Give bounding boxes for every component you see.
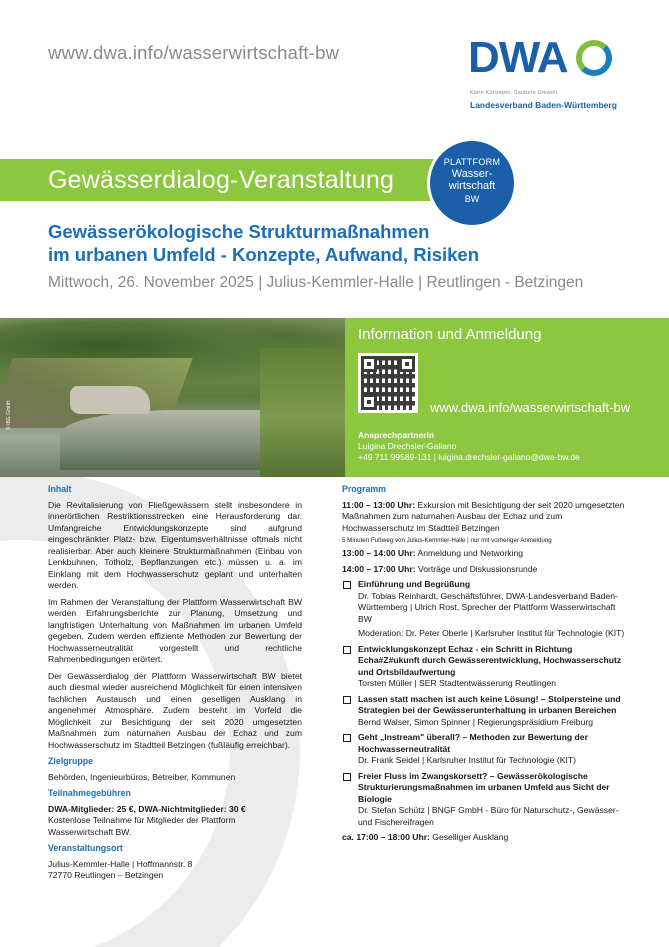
slot-text: Vorträge und Diskussionsrunde: [415, 563, 538, 574]
item-speaker: Dr. Stefan Schütz | BNGF GmbH - Büro für Naturschutz-, Gewässer- und Fischereifragen: [358, 805, 619, 827]
badge-line1: PLATTFORM: [443, 157, 501, 167]
slot-time: 11:00 – 13:00 Uhr:: [342, 499, 416, 510]
programm-item: [342, 579, 627, 640]
event-type: Gewässerdialog-Veranstaltung: [48, 166, 395, 194]
logo-ring-icon: [576, 40, 612, 76]
programm-slot: [342, 548, 627, 560]
zielgruppe-text: Behörden, Ingenieurbüros, Betreiber, Kommunen: [48, 771, 236, 782]
slot-time: ca. 17:00 – 18:00 Uhr:: [342, 832, 430, 842]
title-line2: im urbanen Umfeld - Konzepte, Aufwand, Risiken: [48, 244, 480, 265]
inhalt-paragraph: Der Gewässerdialog der Plattform Wasserwirtschaft BW bietet auch diesmal wieder ausreichend Möglichkeit für einen intensiven fachlichen Austausch und einen geselligen Ausklang in angenehmer Atmosphäre. Zudem besteht im Vorfeld die Möglichkeit zur Besichtigung der seit 2020 umgesetzten Maßnahmen zum naturnahen Ausbau der Echaz und zum Hochwasserschutz im Stadtteil Betzingen (fußläufig erreichbar).: [48, 670, 302, 750]
slot-time: 13:00 – 14:00 Uhr:: [342, 548, 416, 558]
checkbox-bullet-icon: [343, 773, 351, 781]
checkbox-bullet-icon: [343, 696, 351, 704]
qr-pattern: [361, 356, 415, 410]
checkbox-bullet-icon: [343, 581, 351, 589]
inhalt-heading: Inhalt: [48, 484, 72, 494]
item-title: Entwicklungskonzept Echaz - ein Schritt in Richtung Echa#Z#ukunft durch Gewässerentwicklung, Hochwasserschutz und Ortsbildaufwertung: [358, 643, 622, 677]
badge-line4: BW: [464, 194, 480, 204]
gebuehren-free: Kostenlose Teilnahme für Mitglieder der Plattform Wasserwirtschaft BW.: [48, 815, 236, 837]
logo-tagline: Klare Konzepte. Saubere Umwelt.: [470, 90, 560, 96]
item-speaker: Dr. Frank Seidel | Karlsruher Institut für Technologie (KIT): [358, 755, 576, 765]
header-url[interactable]: www.dwa.info/wasserwirtschaft-bw: [48, 42, 340, 63]
qr-corner: [361, 356, 377, 372]
item-speaker: Bernd Walser, Simon Spinner | Regierungspräsidium Freiburg: [358, 716, 594, 727]
river-photo: [0, 318, 345, 477]
item-speaker: Torsten Müller | SER Stadtentwässerung Reutlingen: [358, 678, 557, 688]
slot-text: Exkursion mit Besichtigung der seit 2020 umgesetzten Maßnahmen zum naturnahen Ausbau der Echaz und zum Hochwasserschutz im Stadtteil Betzingen: [342, 499, 625, 533]
zielgruppe-heading: Zielgruppe: [48, 756, 93, 766]
item-moderation: Moderation: Dr. Peter Oberle | Karlsruher Institut für Technologie (KIT): [358, 628, 625, 638]
ort-heading: Veranstaltungsort: [48, 843, 123, 853]
gebuehren-heading: Teilnahmegebühren: [48, 788, 131, 798]
contact-name: Luigina Drechsler-Galiano: [358, 441, 457, 451]
contact-info[interactable]: +49 711 99589-131 | luigina.drechsler-galiano@dwa-bw.de: [358, 452, 580, 462]
title-line1: Gewässerökologische Strukturmaßnahmen: [48, 221, 430, 242]
programm-item: [342, 771, 627, 829]
qr-corner: [399, 356, 415, 372]
item-title: Lassen statt machen ist auch keine Lösung! – Stolpersteine und Strategien bei der Gewässerunterhaltung in urbanen Bereichen: [358, 693, 621, 715]
programm-item: [342, 732, 627, 767]
photo-stones: [70, 386, 150, 414]
photo-bank-right: [260, 348, 345, 477]
inhalt-paragraph: Die Revitalisierung von Fließgewässern stellt insbesondere in innerörtlichen Restriktionsstrecken eine Herausforderung dar. Umfangreiche Entwicklungskonzepte sind aufgrund eingeschränkter Platz- bzw. Eigentumsverhältnisse oftmals nicht realisierbar. Aber auch kleinere Strukturmaßnahmen (Einbau von Lenkbuhnen, Totholz, Bepflanzungen etc.) müssen u. a. im Einklang mit dem Hochwasserschutz geplant und unterhalten werden.: [48, 499, 302, 590]
registration-url[interactable]: www.dwa.info/wasserwirtschaft-bw: [430, 400, 631, 415]
photo-credit: © IBG GmbH: [6, 400, 12, 430]
event-subtitle: Mittwoch, 26. November 2025 | Julius-Kemmler-Halle | Reutlingen - Betzingen: [48, 274, 584, 291]
programm-column: [342, 484, 627, 848]
dwa-logo: [468, 33, 628, 116]
qr-code-icon[interactable]: [358, 353, 418, 413]
excursion-note: 5 Minuten Fußweg von Julius-Kemmler-Halle | nur mit vorheriger Anmeldung: [342, 537, 552, 544]
page-title: [48, 220, 648, 266]
contact-label: Ansprechpartnerin: [358, 430, 435, 440]
slot-text: Geselliger Ausklang: [429, 832, 509, 842]
programm-heading: Programm: [342, 484, 386, 494]
logo-region: Landesverband Baden-Württemberg: [470, 100, 617, 110]
info-box: [345, 318, 669, 477]
badge-line2: Wasser-: [451, 168, 493, 180]
qr-corner: [361, 394, 377, 410]
logo-word: DWA: [468, 33, 568, 82]
item-title: Freier Fluss im Zwangskorsett? – Gewässerökologische Strukturierungsmaßnahmen im urbanen Umfeld aus Sicht der Biologie: [358, 770, 610, 804]
badge-line3: wirtschaft: [448, 180, 496, 192]
item-speaker: Dr. Tobias Reinhardt, Geschäftsführer, DWA-Landesverband Baden-Württemberg | Ulrich Rost, Sprecher der Plattform Wasserwirtschaft BW: [358, 590, 618, 624]
gebuehren-members: DWA-Mitglieder: 25 €, DWA-Nichtmitglieder: 30 €: [48, 803, 246, 814]
slot-text: Anmeldung und Networking: [415, 548, 524, 558]
item-title: Einführung und Begrüßung: [358, 579, 471, 589]
left-column: [48, 484, 302, 882]
inhalt-paragraph: Im Rahmen der Veranstaltung der Plattform Wasserwirtschaft BW werden Erfahrungsberichte zur Planung, Umsetzung und langfristigen Unterhaltung von Maßnahmen im urbanen Umfeld gegeben. Zudem werden effiziente Methoden zur Bewertung der Hochwasserneutralität vorgestellt und rechtliche Rahmenbedingungen erörtert.: [48, 596, 302, 664]
plattform-badge: [427, 138, 517, 228]
ort-address: Julius-Kemmler-Halle | Hoffmannstr. 8: [48, 858, 193, 869]
checkbox-bullet-icon: [343, 734, 351, 742]
item-title: Geht „Instream" überall? – Methoden zur Bewertung der Hochwasserneutralität: [358, 732, 588, 754]
info-heading: Information und Anmeldung: [358, 326, 542, 343]
programm-slot: [342, 500, 627, 535]
slot-time: 14:00 – 17:00 Uhr:: [342, 563, 416, 574]
checkbox-bullet-icon: [343, 646, 351, 654]
programm-slot: [342, 832, 627, 844]
ort-city: 72770 Reutlingen – Betzingen: [48, 870, 164, 880]
programm-slot: [342, 564, 627, 576]
programm-item: [342, 644, 627, 690]
programm-item: [342, 694, 627, 729]
